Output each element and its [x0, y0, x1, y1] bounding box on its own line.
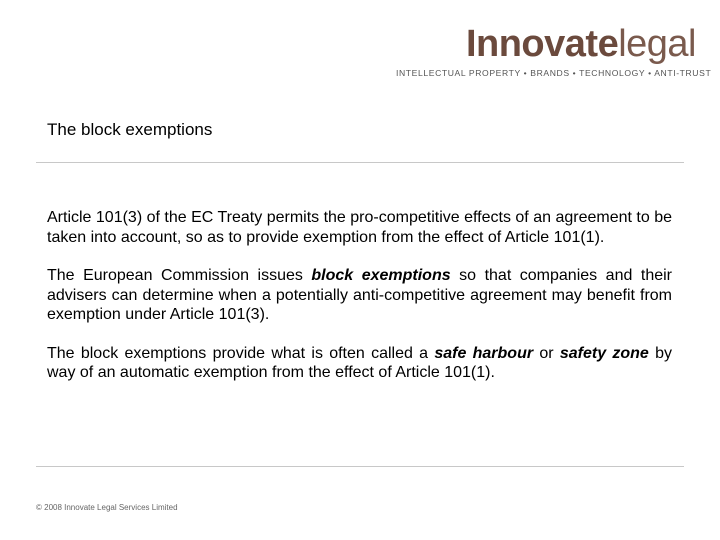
paragraph-3-before: The block exemptions provide what is often called a — [47, 344, 435, 362]
paragraph-2-before: The European Commission issues — [47, 267, 312, 284]
paragraph-1 — [47, 208, 672, 247]
block-exemptions-emphasis: block exemptions — [311, 267, 451, 284]
logo-light-part: legal — [618, 23, 696, 65]
safety-zone-emphasis: safety zone — [559, 344, 649, 362]
paragraph-2-after: so that companies and their advisers can determine when a potentially anti-competitive agreement may benefit from exemption under Article 101(3). — [47, 267, 673, 323]
copyright-footer: © 2008 Innovate Legal Services Limited — [36, 503, 178, 512]
innovate-legal-logo — [396, 23, 712, 78]
paragraph-3-after: by way of an automatic exemption from the effect of Article 101(1). — [47, 344, 672, 381]
logo-bold-part: Innovate — [465, 23, 619, 65]
logo-wordmark — [396, 24, 696, 64]
logo-tagline: INTELLECTUAL PROPERTY • BRANDS • TECHNOLOGY • ANTI-TRUST — [396, 68, 712, 78]
paragraph-3-middle: or — [533, 344, 560, 362]
paragraph-2 — [47, 266, 672, 325]
slide-body — [47, 208, 672, 402]
slide-title: The block exemptions — [47, 120, 213, 139]
safe-harbour-emphasis: safe harbour — [434, 344, 534, 362]
paragraph-3 — [47, 344, 672, 383]
paragraph-1-text: Article 101(3) of the EC Treaty permits the pro-competitive effects of an agreement to be taken into account, so as to provide exemption from the effect of Article 101(1). — [47, 209, 672, 246]
top-divider — [36, 162, 684, 163]
bottom-divider — [36, 466, 684, 467]
